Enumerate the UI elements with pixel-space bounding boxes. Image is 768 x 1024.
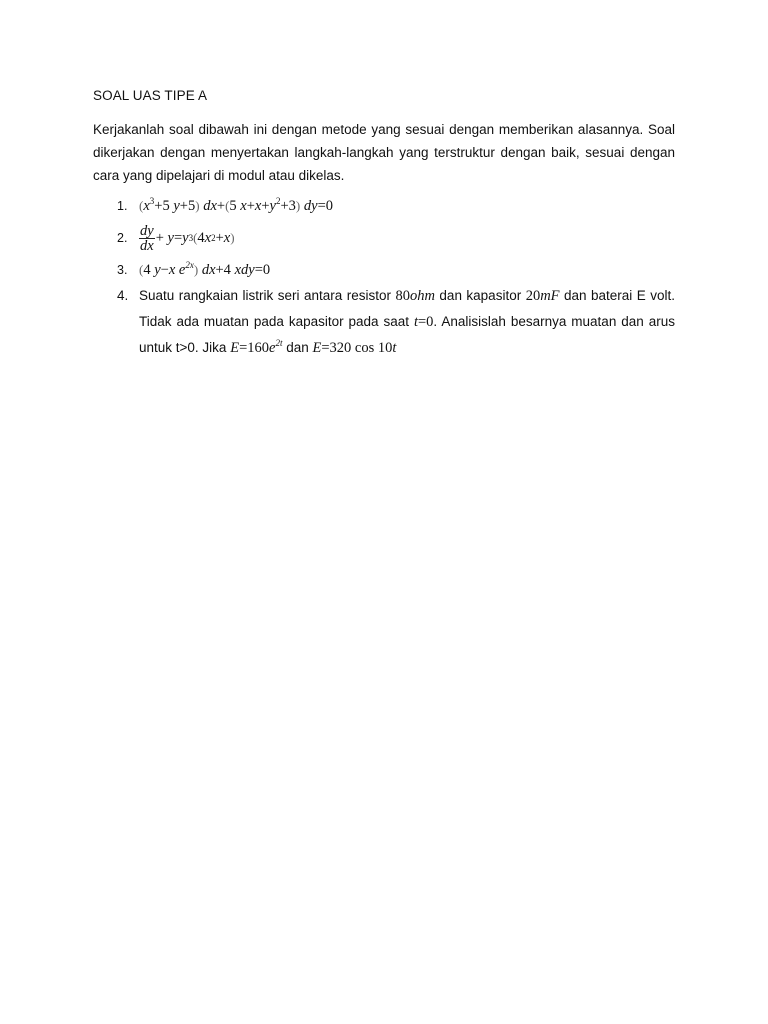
problem-text: dan kapasitor <box>439 288 522 303</box>
problem-equation: (4 y−x $e^{2x}$) dx+4 xdy=0 <box>139 260 271 278</box>
problem-number: 3. <box>117 263 128 277</box>
problem-item <box>93 257 675 283</box>
problem-item <box>93 221 675 255</box>
problem-number: 4. <box>117 288 129 303</box>
voltage-source-exponential: $E=160e^{2t}$ <box>230 338 283 356</box>
initial-condition: t=0 <box>413 314 434 330</box>
capacitance-unit: mF <box>540 288 560 304</box>
capacitance-value: 20 <box>525 288 541 304</box>
resistance-unit: ohm <box>409 288 435 304</box>
problem-equation: ($x^3+5$ y+5) dx+(5 $x+x+y^2+3$) dy=0 <box>139 196 333 214</box>
problem-equation: $\frac{dy}{dx}$ + y = y 3 ( 4 x 2 + x ) <box>140 222 235 254</box>
problem-item <box>93 193 675 219</box>
document-title: SOAL UAS TIPE A <box>93 88 208 103</box>
problem-list <box>93 193 675 361</box>
problem-text: dan baterai E volt. Tidak ada muatan pada kapasitor pada saat <box>139 288 675 329</box>
problem-text: Suatu rangkaian listrik seri antara resistor <box>139 288 391 303</box>
problem-number: 2. <box>117 231 128 245</box>
problem-text: dan <box>286 340 309 355</box>
derivative-fraction: $\frac{dy}{dx}$ <box>140 222 154 254</box>
instructions-paragraph: Kerjakanlah soal dibawah ini dengan metode yang sesuai dengan memberikan alasannya. Soal dikerjakan dengan menyertakan langkah-langkah yang terstruktur dengan baik, sesuai dengan cara yang dipelajari di modul atau dikelas. <box>93 122 675 183</box>
resistance-value: 80 <box>395 288 410 304</box>
voltage-source-cosine: E=320 cos 10t <box>312 340 397 356</box>
problem-item <box>93 283 675 361</box>
problem-number: 1. <box>117 199 128 213</box>
problem-text: . Analisislah besarnya muatan dan arus untuk t>0. Jika <box>139 314 675 355</box>
document-page <box>93 86 675 361</box>
